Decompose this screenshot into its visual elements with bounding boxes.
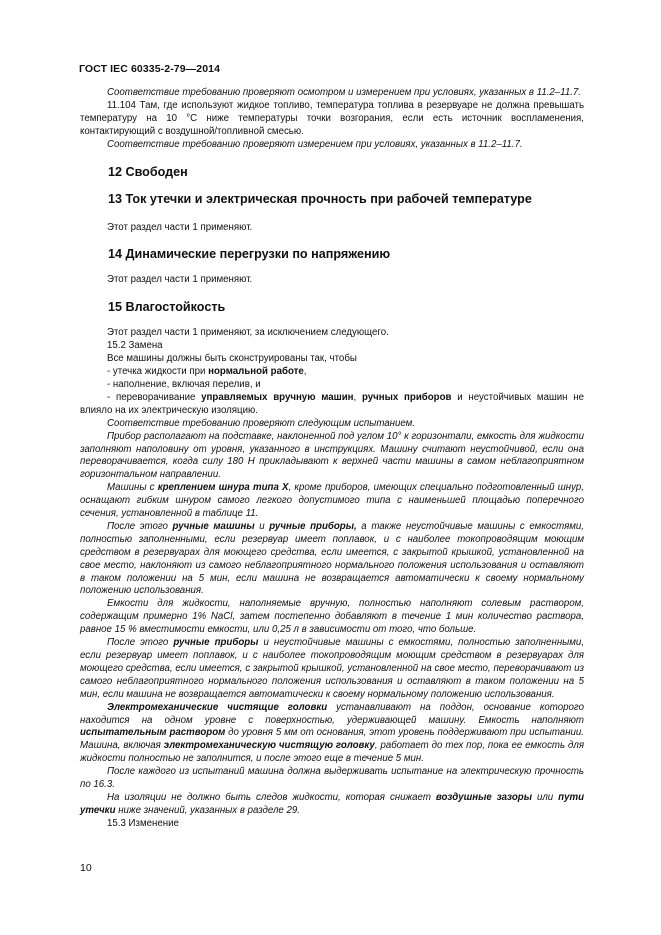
list-item: - переворачивание управляемых вручную машин, ручных приборов и неустойчивых машин не влияло на их электрическую изоляцию. — [80, 391, 584, 416]
subclause-15-3: 15.3 Изменение — [107, 817, 179, 829]
test-paragraph: Электромеханические чистящие головки устанавливают на поддон, основание которого находится на одном уровне с поверхностью, удерживающей машину. Емкость наполняют испытательным раствором до уровня 5 мм от основания, этот уровень поддерживают при испытании. Машина, включая электромеханическую чистящую головку, работает до тех пор, пока ее емкость для жидкости полностью не заполнится, и после этого еще в течение 5 мин. — [80, 701, 584, 765]
section-heading-12: 12 Свободен — [108, 164, 188, 179]
requirement-paragraph: Все машины должны быть сконструированы так, чтобы — [107, 353, 357, 365]
compliance-paragraph: Соответствие требованию проверяют осмотром и измерением при условиях, указанных в 11.2–11.7. — [107, 87, 582, 98]
section-14-text: Этот раздел части 1 применяют. — [107, 274, 253, 286]
list-item: - утечка жидкости при нормальной работе, — [107, 366, 307, 378]
test-paragraph: Прибор располагают на подставке, наклоненной под углом 10° к горизонтали, емкость для жидкости заполняют наполовину от уровня, указанного в инструкциях. Машину считают неустойчивой, если она переворачивается, когда силу 180 Н прикладывают к верхней части машины в самом неблагоприятном горизонтальном направлении. — [80, 430, 584, 481]
section-heading-13: 13 Ток утечки и электрическая прочность при рабочей температуре — [108, 191, 532, 206]
document-body — [80, 87, 584, 831]
test-paragraph: После каждого из испытаний машина должна выдерживать испытание на электрическую прочность по 16.3. — [80, 766, 584, 791]
list-item: - наполнение, включая перелив, и — [107, 378, 261, 390]
section-15-text: Этот раздел части 1 применяют, за исключением следующего. — [107, 327, 389, 339]
test-paragraph: Емкости для жидкости, наполняемые вручную, полностью наполняют солевым раствором, содержащим примерно 1% NaCl, затем постепенно добавляют в течение 1 мин количество раствора, равное 15 % вместимости емкости, или 0,25 л в зависимости от того, что больше. — [80, 598, 584, 636]
test-paragraph: После этого ручные машины и ручные приборы, а также неустойчивые машины с емкостями, полностью заполненными, если резервуар имеет поплавок, и с наиболее токопроводящим моющим средством в резервуарах для моющего средства, если имеется, с закрытой крышкой, установленной на свое место, наклоняют из самого неблагоприятного нормального положения использования и оставляют в таком положении на 5 мин, если машина не возвращается автоматически к своему нормальному положению использования. — [80, 520, 584, 597]
test-paragraph: После этого ручные приборы и неустойчивые машины с емкостями, полностью заполненными, если резервуар имеет поплавок, и с наиболее токопроводящим моющим средством в резервуарах для моющего средства, если имеется, с закрытой крышкой, установленной на свое место, переворачивают из самого неблагоприятного нормального положения использования и оставляют в таком положении на 5 мин, если машина не возвращается автоматически к своему нормальному положению использования. — [80, 637, 585, 700]
document-header: ГОСТ IEC 60335-2-79—2014 — [79, 63, 221, 75]
test-paragraph: На изоляции не должно быть следов жидкости, которая снижает воздушные зазоры или пути утечки ниже значений, указанных в разделе 29. — [80, 791, 585, 816]
compliance-paragraph: Соответствие требованию проверяют измерением при условиях, указанных в 11.2–11.7. — [107, 138, 523, 150]
section-heading-15: 15 Влагостойкость — [108, 300, 226, 315]
subclause-15-2: 15.2 Замена — [107, 340, 163, 352]
clause-11-104: 11.104 Там, где используют жидкое топливо, температура топлива в резервуаре не должна превышать температуру на 10 °С ниже температуры точки возгорания, если есть источник воспламенения, контактирующий с воздушной/топливной смесью. — [80, 99, 584, 137]
page-number: 10 — [80, 862, 92, 874]
test-paragraph: Машины с креплением шнура типа X, кроме приборов, имеющих специально подготовленный шнур, оснащают гибким шнуром самого легкого допустимого типа с наименьшей площадью поперечного сечения, установленной в таблице 11. — [80, 482, 584, 520]
section-13-text: Этот раздел части 1 применяют. — [107, 221, 253, 233]
test-paragraph: Соответствие требованию проверяют следующим испытанием. — [107, 417, 415, 429]
section-heading-14: 14 Динамические перегрузки по напряжению — [108, 247, 391, 262]
